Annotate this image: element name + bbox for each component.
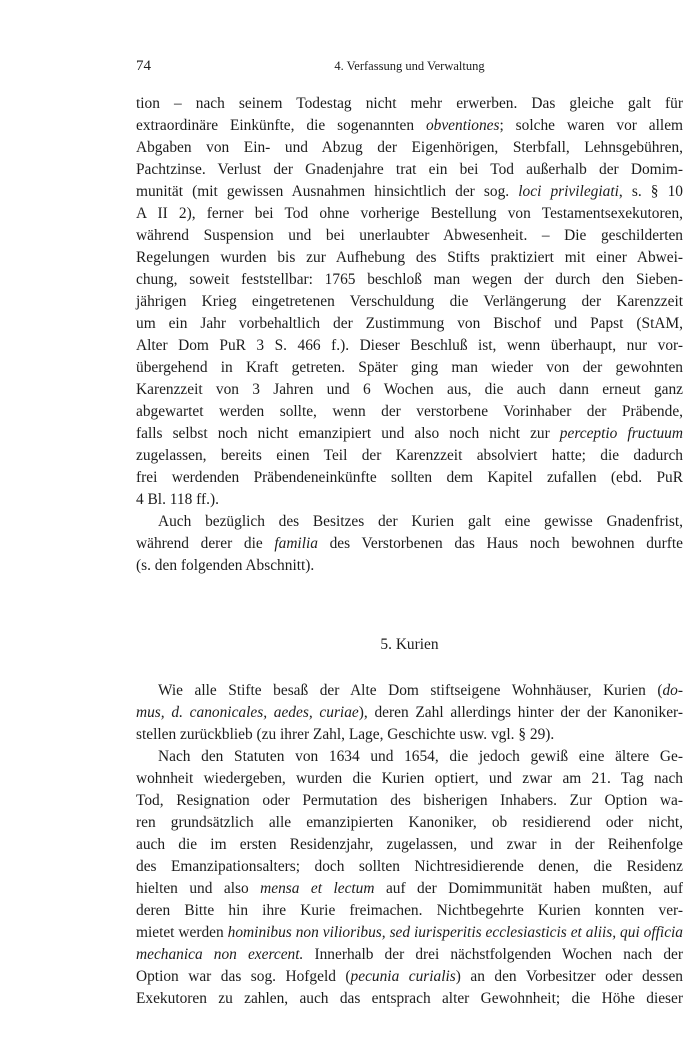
text-run: chung, soweit feststellbar: 1765 beschloß man wegen der durch den Sieben- [136, 271, 683, 288]
section-heading: 5. Kurien [380, 636, 439, 653]
latin-term: hominibus non vilioribus, sed iurisperitis ecclesiasticis et aliis, qui officia [227, 924, 683, 941]
latin-term: mechanica non exercent. [136, 946, 304, 963]
text-run: Karenzzeit von 3 Jahren und 6 Wochen aus, die auch dann erneut ganz [136, 381, 683, 398]
text-run: Regelungen wurden bis zur Aufhebung des Stifts praktiziert mit einer Abwei- [136, 249, 683, 266]
latin-term: perceptio fructuum [559, 425, 683, 442]
text-line [136, 834, 683, 856]
running-head: 4. Verfassung und Verwaltung [334, 59, 485, 73]
paragraphs-before-heading [136, 93, 683, 577]
text-run: tion – nach seinem Todestag nicht mehr erwerben. Das gleiche galt für [136, 95, 683, 112]
text-run: Tod, Resignation oder Permutation des bisherigen Inhabers. Zur Option wa- [136, 792, 683, 809]
text-run: zugelassen, bereits einen Teil der Karenzzeit absolviert hatte; die dadurch [136, 447, 683, 464]
text-line [136, 225, 683, 247]
text-line [136, 922, 683, 944]
text-line [136, 555, 683, 577]
body-text [136, 93, 683, 1010]
page-number: 74 [136, 58, 151, 74]
text-line [136, 988, 683, 1010]
latin-term: do- [662, 682, 683, 699]
text-run: stellen zurückblieb (zu ihrer Zahl, Lage, Geschichte usw. vgl. § 29). [136, 726, 555, 743]
text-run: Auch bezüglich des Besitzes der Kurien galt eine gewisse Gnadenfrist, [158, 513, 683, 530]
text-line [136, 746, 683, 768]
text-line [136, 812, 683, 834]
text-line [136, 467, 683, 489]
text-line [136, 423, 683, 445]
text-line [136, 900, 683, 922]
text-run: mietet werden [136, 924, 228, 941]
latin-term: pecunia curialis [350, 968, 456, 985]
text-run: um ein Jahr vorbehaltlich der Zustimmung von Bischof und Papst (StAM, [136, 315, 683, 332]
text-run: des Emanzipationsalters; doch sollten Nichtresidierende denen, die Residenz [136, 858, 683, 875]
text-run: hielten und also [136, 880, 261, 897]
text-line [136, 966, 683, 988]
text-run: , s. § 10 [618, 183, 683, 200]
text-line [136, 533, 683, 555]
text-run: A II 2), ferner bei Tod ohne vorherige Bestellung von Testamentsexekutoren, [136, 205, 683, 222]
text-line [136, 159, 683, 181]
text-run: abgewartet werden sollte, wenn der verstorbene Vorinhaber der Präbende, [136, 403, 683, 420]
text-line [136, 489, 683, 511]
text-line [136, 291, 683, 313]
text-line [136, 313, 683, 335]
latin-term: mus, d. canonicales, aedes, curiae [136, 704, 359, 721]
text-line [136, 944, 683, 966]
latin-term: obventiones [425, 117, 500, 134]
latin-term: mensa et lectum [260, 880, 375, 897]
text-run: Pachtzinse. Verlust der Gnadenjahre trat ein bei Tod außerhalb der Domim- [136, 161, 683, 178]
text-run: auf der Domimmunität haben mußten, auf [374, 880, 683, 897]
text-line [136, 702, 683, 724]
text-line [136, 401, 683, 423]
text-run: während derer die [136, 535, 275, 552]
text-line [136, 247, 683, 269]
text-run: ) an den Vorbesitzer oder dessen [455, 968, 683, 985]
text-run: ), deren Zahl allerdings hinter der der Kanoniker- [358, 704, 683, 721]
text-line [136, 790, 683, 812]
text-run: während Suspension und bei unerlaubter Abwesenheit. – Die geschilderten [136, 227, 683, 244]
text-run: ; solche waren vor allem [499, 117, 683, 134]
text-line [136, 335, 683, 357]
text-run: 4 Bl. 118 ff.). [136, 491, 219, 508]
paragraphs-after-heading [136, 680, 683, 1010]
text-run: Exekutoren zu zahlen, auch das entsprach alter Gewohnheit; die Höhe dieser [136, 990, 683, 1007]
text-run: Abgaben von Ein- und Abzug der Eigenhörigen, Sterbfall, Lehnsgebühren, [136, 139, 683, 156]
page-header [136, 58, 683, 80]
text-run: wohnheit wiedergeben, wurden die Kurien optiert, und zwar am 21. Tag nach [136, 770, 683, 787]
text-line [136, 680, 683, 702]
text-line [136, 269, 683, 291]
text-line [136, 137, 683, 159]
text-run: übergehend in Kraft getreten. Später ging man wieder von der gewohnten [136, 359, 683, 376]
text-line [136, 445, 683, 467]
text-run: jährigen Krieg eingetretenen Verschuldung die Verlängerung der Karenzzeit [136, 293, 683, 310]
text-run: Alter Dom PuR 3 S. 466 f.). Dieser Beschluß ist, wenn überhaupt, nur vor- [136, 337, 683, 354]
text-run: auch die im ersten Residenzjahr, zugelassen, und zwar in der Reihenfolge [136, 836, 683, 853]
text-line [136, 511, 683, 533]
text-run: falls selbst noch nicht emanzipiert und also noch nicht zur [136, 425, 560, 442]
latin-term: loci privilegiati [518, 183, 619, 200]
text-line [136, 768, 683, 790]
text-run: Wie alle Stifte besaß der Alte Dom stiftseigene Wohnhäuser, Kurien ( [158, 682, 663, 699]
text-line [136, 724, 683, 746]
text-line [136, 181, 683, 203]
text-run: Innerhalb der drei nächstfolgenden Wochen nach der [303, 946, 684, 963]
text-run: des Verstorbenen das Haus noch bewohnen durfte [317, 535, 683, 552]
text-line [136, 357, 683, 379]
text-run: Nach den Statuten von 1634 und 1654, die jedoch gewiß eine ältere Ge- [158, 748, 683, 765]
text-line [136, 878, 683, 900]
text-run: (s. den folgenden Abschnitt). [136, 557, 315, 574]
text-run: deren Bitte hin ihre Kurie freimachen. Nichtbegehrte Kurien konnten ver- [136, 902, 683, 919]
text-line [136, 856, 683, 878]
text-run: munität (mit gewissen Ausnahmen hinsichtlich der sog. [136, 183, 519, 200]
text-run: frei werdenden Präbendeneinkünfte sollten dem Kapitel zufallen (ebd. PuR [136, 469, 683, 486]
text-run: ren grundsätzlich alle emanzipierten Kanoniker, ob residierend oder nicht, [136, 814, 683, 831]
text-run: extraordinäre Einkünfte, die sogenannten [136, 117, 426, 134]
text-line [136, 379, 683, 401]
text-line [136, 203, 683, 225]
text-run: Option war das sog. Hofgeld ( [136, 968, 351, 985]
latin-term: familia [274, 535, 318, 552]
text-line [136, 115, 683, 137]
text-line [136, 93, 683, 115]
